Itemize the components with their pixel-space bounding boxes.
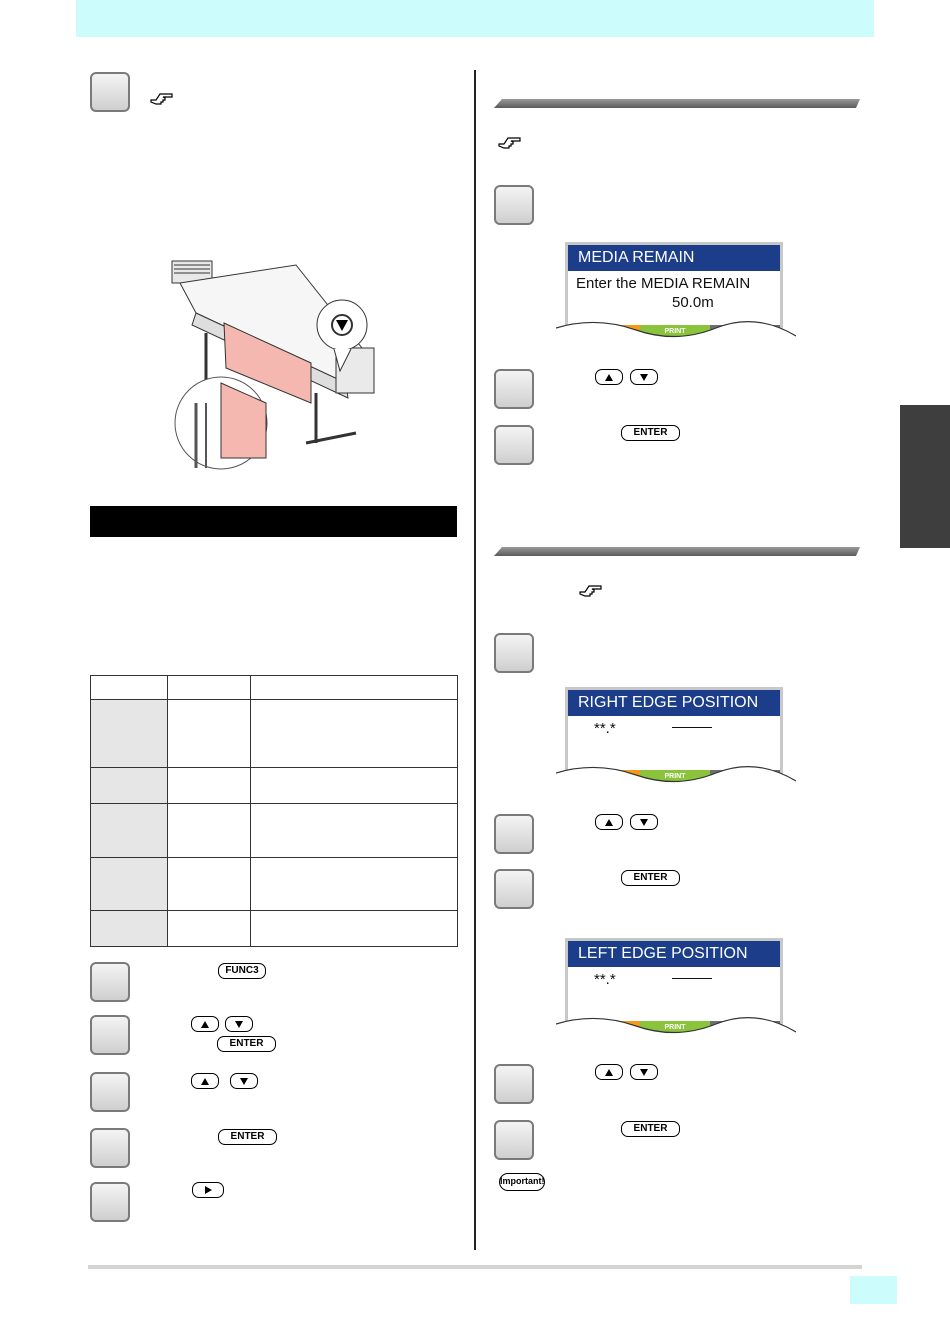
- reference-hand-icon: [150, 90, 174, 106]
- down-arrow-key[interactable]: [230, 1073, 258, 1089]
- table-cell: [168, 768, 251, 804]
- table-cell: [91, 857, 168, 910]
- step-box: [90, 72, 130, 112]
- down-arrow-icon: [640, 374, 648, 381]
- lcd-value: **.*: [594, 971, 616, 988]
- up-arrow-icon: [605, 819, 613, 826]
- lcd-underline: [672, 978, 712, 979]
- lcd-line: Enter the MEDIA REMAIN: [576, 275, 751, 292]
- lcd-torn-edge: [556, 1012, 796, 1044]
- down-arrow-icon: [640, 1069, 648, 1076]
- down-arrow-key[interactable]: [630, 814, 658, 830]
- lcd-torn-edge: [556, 316, 796, 348]
- important-badge: Important!: [499, 1173, 545, 1191]
- step-box: [494, 1064, 534, 1104]
- enter-key[interactable]: ENTER: [217, 1036, 276, 1052]
- down-arrow-key[interactable]: [225, 1016, 253, 1032]
- up-arrow-icon: [605, 1069, 613, 1076]
- up-arrow-icon: [201, 1021, 209, 1028]
- up-arrow-key[interactable]: [191, 1073, 219, 1089]
- chapter-side-tab: [900, 405, 950, 548]
- up-arrow-key[interactable]: [191, 1016, 219, 1032]
- lcd-value: **.*: [594, 720, 616, 737]
- down-arrow-icon: [640, 819, 648, 826]
- step-box: [494, 869, 534, 909]
- table-cell: [251, 910, 458, 946]
- page-number-box: [850, 1276, 897, 1304]
- lcd-title: RIGHT EDGE POSITION: [568, 690, 780, 716]
- up-arrow-key[interactable]: [595, 369, 623, 385]
- step-box: [90, 1182, 130, 1222]
- table-cell: [251, 804, 458, 857]
- lcd-title: MEDIA REMAIN: [568, 245, 780, 271]
- enter-key[interactable]: ENTER: [621, 1121, 680, 1137]
- lcd-fn-label: PRINT: [640, 325, 710, 339]
- footer-rule: [88, 1265, 862, 1269]
- table-header-cell: [168, 676, 251, 700]
- lcd-fn-label: PRINT: [640, 1021, 710, 1035]
- table-cell: [168, 910, 251, 946]
- header-band: [76, 0, 874, 37]
- section-header-bar: [90, 506, 457, 537]
- up-arrow-icon: [201, 1078, 209, 1085]
- step-box: [90, 1072, 130, 1112]
- up-arrow-key[interactable]: [595, 1064, 623, 1080]
- down-arrow-icon: [240, 1078, 248, 1085]
- step-box: [90, 1015, 130, 1055]
- table-cell: [168, 700, 251, 768]
- enter-key[interactable]: ENTER: [621, 425, 680, 441]
- column-divider: [474, 70, 476, 1250]
- printer-illustration: [166, 253, 380, 483]
- subsection-bar: [494, 547, 860, 556]
- step-box: [90, 1128, 130, 1168]
- down-arrow-key[interactable]: [630, 1064, 658, 1080]
- reference-hand-icon: [579, 582, 603, 598]
- up-arrow-key[interactable]: [595, 814, 623, 830]
- lcd-underline: [672, 727, 712, 728]
- enter-key[interactable]: ENTER: [218, 1129, 277, 1145]
- table-cell: [168, 804, 251, 857]
- table-header-cell: [251, 676, 458, 700]
- subsection-bar: [494, 99, 860, 108]
- table-cell: [91, 910, 168, 946]
- settings-table: [90, 675, 458, 947]
- right-arrow-key[interactable]: [192, 1182, 224, 1198]
- table-cell: [251, 857, 458, 910]
- step-box: [494, 185, 534, 225]
- lcd-value: 50.0m: [672, 294, 714, 311]
- table-cell: [251, 700, 458, 768]
- table-cell: [91, 700, 168, 768]
- reference-hand-icon: [498, 134, 522, 150]
- step-box: [90, 962, 130, 1002]
- right-arrow-icon: [205, 1186, 212, 1194]
- enter-key[interactable]: ENTER: [621, 870, 680, 886]
- lcd-fn-label: PRINT: [640, 770, 710, 784]
- table-cell: [91, 768, 168, 804]
- table-cell: [91, 804, 168, 857]
- step-box: [494, 425, 534, 465]
- lcd-torn-edge: [556, 761, 796, 793]
- table-cell: [251, 768, 458, 804]
- table-cell: [168, 857, 251, 910]
- down-arrow-icon: [235, 1021, 243, 1028]
- lcd-title: LEFT EDGE POSITION: [568, 941, 780, 967]
- func3-key[interactable]: FUNC3: [218, 963, 266, 979]
- step-box: [494, 369, 534, 409]
- up-arrow-icon: [605, 374, 613, 381]
- step-box: [494, 633, 534, 673]
- down-arrow-key[interactable]: [630, 369, 658, 385]
- step-box: [494, 1120, 534, 1160]
- table-header-cell: [91, 676, 168, 700]
- step-box: [494, 814, 534, 854]
